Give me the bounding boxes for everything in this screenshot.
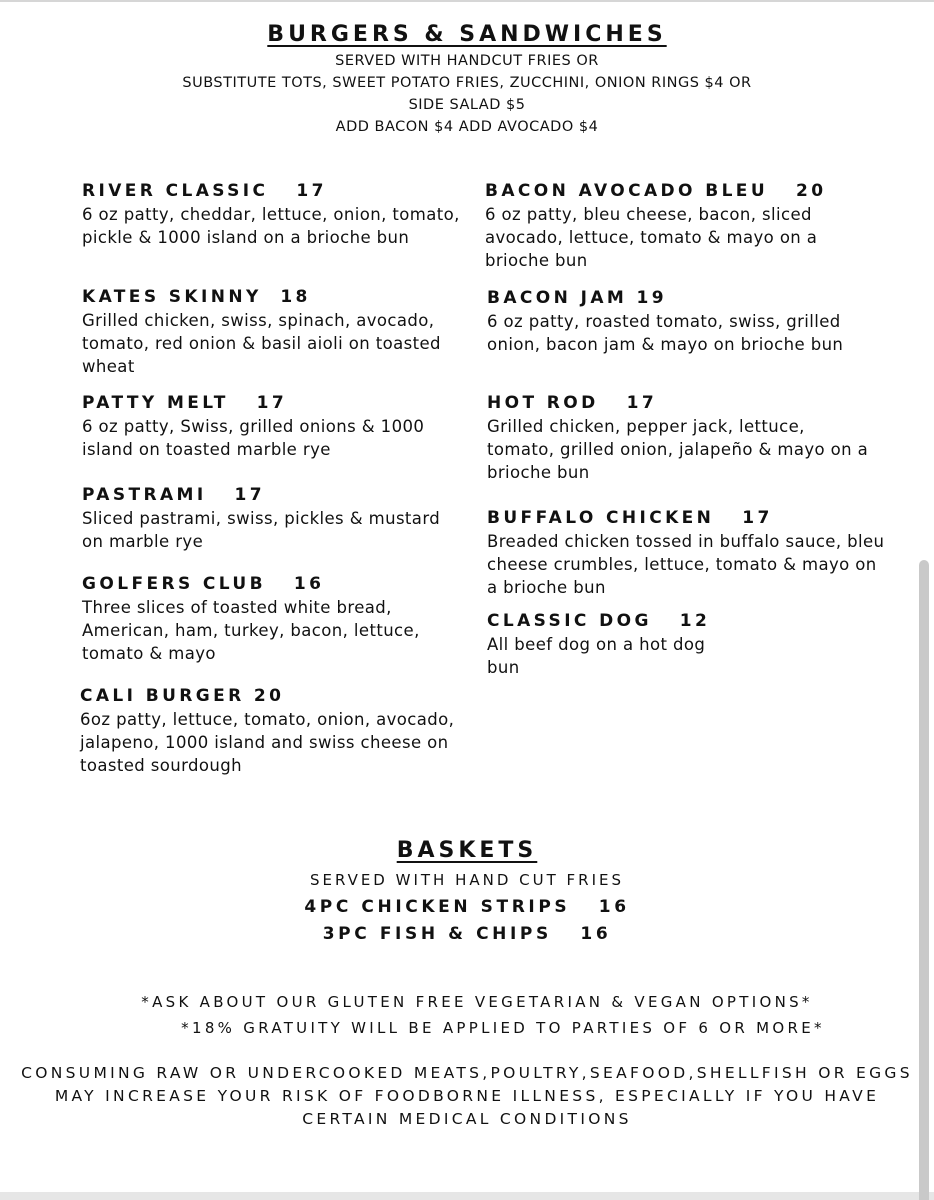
menu-item-buffalo-chicken <box>487 507 892 599</box>
menu-item-bacon-avocado-bleu <box>485 180 885 272</box>
item-description: Three slices of toasted white bread, American, ham, turkey, bacon, lettuce, tomato & mayo <box>82 598 420 663</box>
menu-item-patty-melt <box>82 392 462 461</box>
item-name: CLASSIC DOG 12 <box>487 611 711 631</box>
burgers-subtitle-line-4: ADD BACON $4 ADD AVOCADO $4 <box>335 119 599 135</box>
item-description: Grilled chicken, swiss, spinach, avocado, tomato, red onion & basil aioli on toasted wheat <box>82 311 441 376</box>
item-name: BACON AVOCADO BLEU 20 <box>485 181 827 201</box>
item-description: 6 oz patty, cheddar, lettuce, onion, tomato, pickle & 1000 island on a brioche bun <box>82 205 460 247</box>
section-title-burgers: BURGERS & SANDWICHES <box>267 22 667 47</box>
menu-item-golfers-club <box>82 573 462 665</box>
item-name: RIVER CLASSIC 17 <box>82 181 327 201</box>
menu-item-kates-skinny <box>82 286 477 378</box>
basket-item-chicken-strips: 4PC CHICKEN STRIPS 16 <box>304 897 630 917</box>
item-name: KATES SKINNY 18 <box>82 287 311 307</box>
item-description: 6 oz patty, bleu cheese, bacon, sliced avocado, lettuce, tomato & mayo on a brioche bun <box>485 205 818 270</box>
baskets-subtitle: SERVED WITH HAND CUT FRIES <box>309 871 625 889</box>
item-description: Grilled chicken, pepper jack, lettuce, tomato, grilled onion, jalapeño & mayo on a brioche bun <box>487 417 869 482</box>
item-description: Sliced pastrami, swiss, pickles & mustard on marble rye <box>82 509 441 551</box>
menu-item-river-classic <box>82 180 462 249</box>
menu-item-classic-dog <box>487 610 737 679</box>
menu-item-pastrami <box>82 484 462 553</box>
section-title-baskets: BASKETS <box>396 838 538 863</box>
menu-item-hot-rod <box>487 392 877 484</box>
item-description: 6 oz patty, Swiss, grilled onions & 1000 island on toasted marble rye <box>82 417 425 459</box>
food-safety-warning: CONSUMING RAW OR UNDERCOOKED MEATS,POULTRY,SEAFOOD,SHELLFISH OR EGGS MAY INCREASE YOUR RISK OF FOODBORNE ILLNESS, ESPECIALLY IF YOU HAVE CERTAIN MEDICAL CONDITIONS <box>21 1064 913 1128</box>
item-description: Breaded chicken tossed in buffalo sauce, bleu cheese crumbles, lettuce, tomato & mayo on a brioche bun <box>487 532 885 597</box>
burgers-subtitle-line-3: SIDE SALAD $5 <box>408 97 526 113</box>
item-name: HOT ROD 17 <box>487 393 658 413</box>
item-name: GOLFERS CLUB 16 <box>82 574 325 594</box>
menu-item-bacon-jam <box>487 287 887 356</box>
page-bottom-edge <box>0 1192 934 1200</box>
item-name: BUFFALO CHICKEN 17 <box>487 508 773 528</box>
item-name: BACON JAM 19 <box>487 288 667 308</box>
note-gratuity: *18% GRATUITY WILL BE APPLIED TO PARTIES OF 6 OR MORE* <box>181 1019 825 1037</box>
item-name: PASTRAMI 17 <box>82 485 265 505</box>
item-description: 6 oz patty, roasted tomato, swiss, grilled onion, bacon jam & mayo on brioche bun <box>487 312 844 354</box>
item-name: PATTY MELT 17 <box>82 393 288 413</box>
burgers-subtitle-line-1: SERVED WITH HANDCUT FRIES OR <box>335 53 599 69</box>
item-description: All beef dog on a hot dog bun <box>487 635 706 677</box>
basket-item-fish-chips: 3PC FISH & CHIPS 16 <box>322 924 612 944</box>
note-dietary-options: *ASK ABOUT OUR GLUTEN FREE VEGETARIAN & VEGAN OPTIONS* <box>141 993 813 1011</box>
menu-item-cali-burger <box>80 685 460 777</box>
item-description: 6oz patty, lettuce, tomato, onion, avocado, jalapeno, 1000 island and swiss cheese on toasted sourdough <box>80 710 455 775</box>
item-name: CALI BURGER 20 <box>80 686 285 706</box>
burgers-subtitle-line-2: SUBSTITUTE TOTS, SWEET POTATO FRIES, ZUCCHINI, ONION RINGS $4 OR <box>182 75 752 91</box>
